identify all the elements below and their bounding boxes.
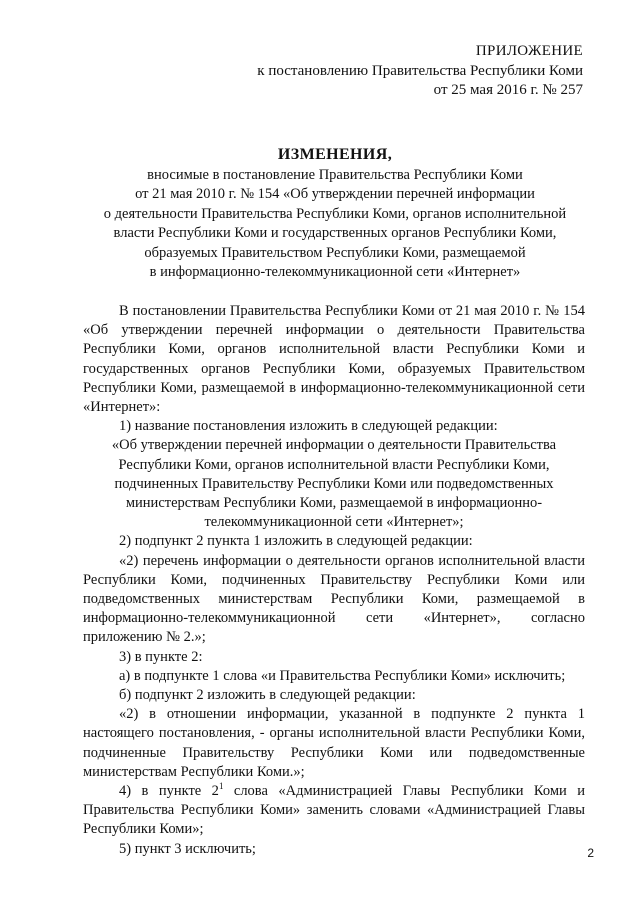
- heading-line: власти Республики Коми и государственных органов Республики Коми,: [113, 225, 557, 241]
- paragraph-item-1: 1) название постановления изложить в следующей редакции:: [119, 418, 498, 435]
- paragraph-item-3a: а) в подпункте 1 слова «и Правительства Республики Коми» исключить;: [119, 667, 566, 684]
- heading-title: ИЗМЕНЕНИЯ,: [277, 146, 393, 163]
- attachment-block: [257, 42, 583, 101]
- item-4-prefix: 4) в пункте 2: [119, 783, 219, 800]
- item-4-text: слова «Администрацией Главы Республики Коми и Правительства Республики Коми» заменить словами «Администрацией Главы Республики Коми»;: [83, 783, 585, 838]
- document-body: [83, 302, 585, 859]
- heading-line: о деятельности Правительства Республики Коми, органов исполнительной: [103, 205, 567, 222]
- paragraph-item-3b: б) подпункт 2 изложить в следующей редакции:: [119, 687, 416, 704]
- paragraph-item-3b-text: «2) в отношении информации, указанной в подпункте 2 пункта 1 настоящего постановления, - органы исполнительной власти Республики Коми, подчиненные Правительству Республики Коми или подведомственные министерствам Республики Коми.»;: [83, 706, 585, 780]
- attachment-reference: к постановлению Правительства Республики Коми: [257, 62, 583, 79]
- heading-line: образуемых Правительством Республики Коми, размещаемой: [144, 244, 526, 261]
- paragraph-item-3: 3) в пункте 2:: [119, 648, 203, 665]
- heading-line: от 21 мая 2010 г. № 154 «Об утверждении перечней информации: [135, 186, 535, 202]
- paragraph-new-title: «Об утверждении перечней информации о деятельности Правительства Республики Коми, органов исполнительной власти Республики Коми, подчиненных Правительству Республики Коми или подведомственных министерствам Республики Коми, размещаемой в информационно-телекоммуникационной сети «Интернет»;: [111, 437, 557, 531]
- heading-line: вносимые в постановление Правительства Республики Коми: [147, 166, 523, 183]
- attachment-date: от 25 мая 2016 г. № 257: [433, 82, 583, 98]
- paragraph-intro: В постановлении Правительства Республики Коми от 21 мая 2010 г. № 154 «Об утверждении перечней информации о деятельности Правительства Республики Коми, органов исполнительной власти Республики Коми и государственных органов Республики Коми, образуемых Правительством Республики Коми, размещаемой в информационно-телекоммуникационной сети «Интернет»:: [83, 303, 585, 416]
- attachment-title: ПРИЛОЖЕНИЕ: [475, 43, 583, 59]
- paragraph-item-5: 5) пункт 3 исключить;: [119, 840, 256, 857]
- paragraph-item-2: 2) подпункт 2 пункта 1 изложить в следующей редакции:: [119, 533, 473, 550]
- heading-line: в информационно-телекоммуникационной сети «Интернет»: [149, 264, 521, 280]
- document-heading: [60, 145, 610, 283]
- paragraph-item-2-text: «2) перечень информации о деятельности органов исполнительной власти Республики Коми, подчиненных Правительству Республики Коми или подведомственных министерствам Республики Коми, размещаемой в информационно-телекоммуникационной сети «Интернет», согласно приложению № 2.»;: [83, 552, 585, 646]
- page-number: 2: [587, 846, 594, 860]
- item-4-superscript: 1: [218, 781, 224, 792]
- paragraph-item-4: [83, 782, 585, 840]
